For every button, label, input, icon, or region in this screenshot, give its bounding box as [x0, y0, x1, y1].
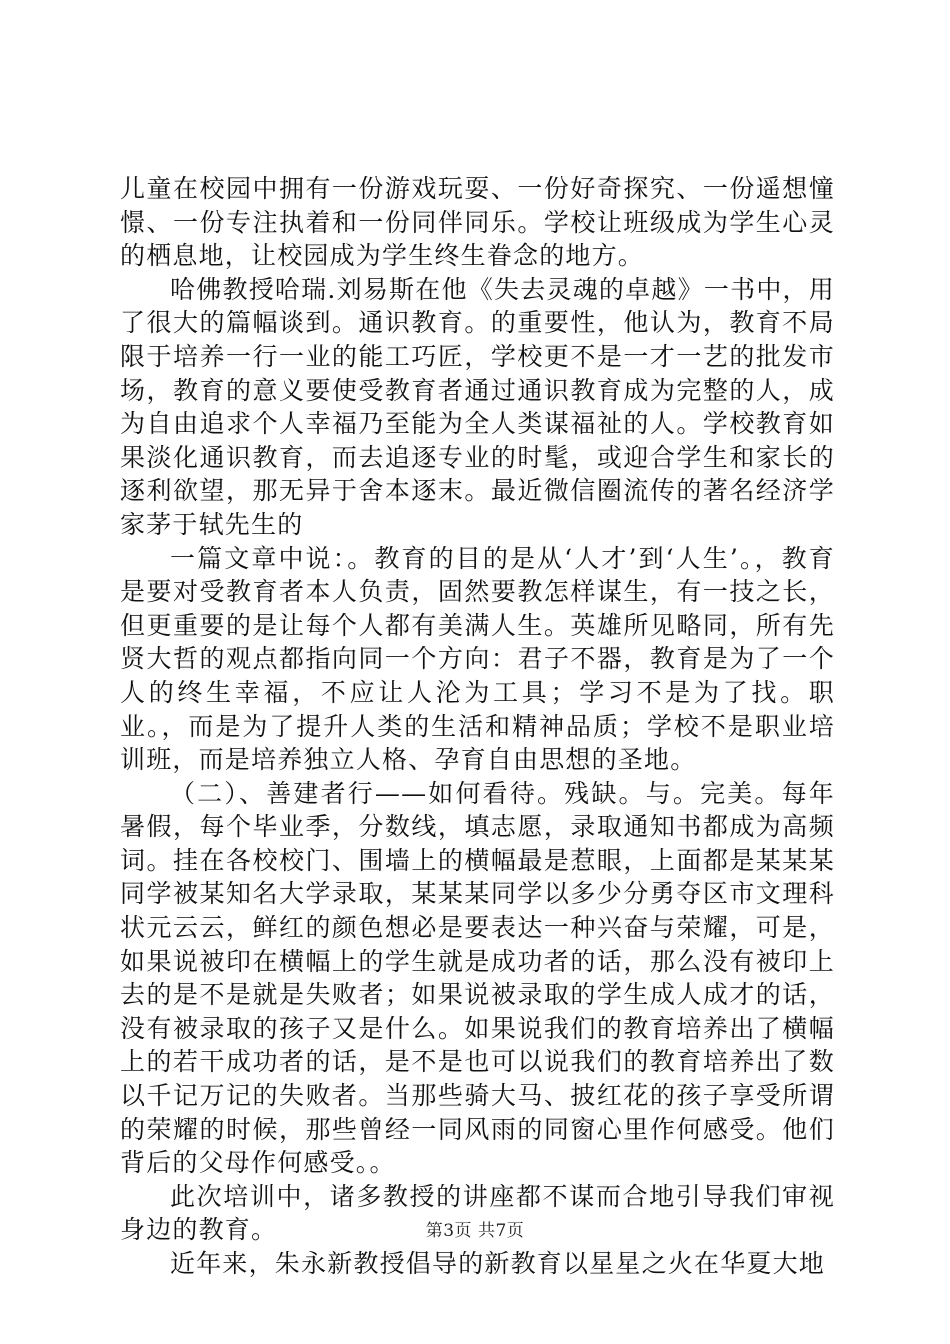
paragraph-3: 一篇文章中说：。教育的目的是从‘人才’到‘人生’。，教育是要对受教育者本人负责，固然要教怎样谋生，有一技之长，但更重要的是让每个人都有美满人生。英雄所见略同，所有先贤大哲的观点都指向同一个方向：君子不器，教育是为了一个人的终生幸福，不应让人沦为工具；学习不是为了找。职业。，而是为了提升人类的生活和精神品质；学校不是职业培训班，而是培养独立人格、孕育自由思想的圣地。 — [120, 543, 835, 775]
paragraph-6: 近年来，朱永新教授倡导的新教育以星星之火在华夏大地 — [170, 1249, 826, 1278]
paragraph-1: 儿童在校园中拥有一份游戏玩耍、一份好奇探究、一份遥想憧憬、一份专注执着和一份同伴同乐。学校让班级成为学生心灵的栖息地，让校园成为学生终生眷念的地方。 — [120, 174, 835, 271]
paragraph-4: （二）、善建者行——如何看待。残缺。与。完美。每年暑假，每个毕业季，分数线，填志愿，录取通知书都成为高频词。挂在各校校门、围墙上的横幅最是惹眼，上面都是某某某同学被某知名大学录取，某某某同学以多少分勇夺区市文理科状元云云，鲜红的颜色想必是要表达一种兴奋与荣耀，可是，如果说被印在横幅上的学生就是成功者的话，那么没有被印上去的是不是就是失败者；如果说被录取的学生成人成才的话，没有被录取的孩子又是什么。如果说我们的教育培养出了横幅上的若干成功者的话，是不是也可以说我们的教育培养出了数以千记万记的失败者。当那些骑大马、披红花的孩子享受所谓的荣耀的时候，那些曾经一同风雨的同窗心里作何感受。他们背后的父母作何感受。。 — [120, 778, 835, 1178]
page-footer: 第3页 共7页 — [425, 1221, 525, 1241]
document-body — [120, 172, 835, 1281]
paragraph-5: 此次培训中，诸多教授的讲座都不谋而合地引导我们审视身边的教育。 — [120, 1181, 835, 1245]
paragraph-2: 哈佛教授哈瑞.刘易斯在他《失去灵魂的卓越》一书中，用了很大的篇幅谈到。通识教育。的重要性，他认为，教育不局限于培养一行一业的能工巧匠，学校更不是一才一艺的批发市场，教育的意义要使受教育者通过通识教育成为完整的人，成为自由追求个人幸福乃至能为全人类谋福祉的人。学校教育如果淡化通识教育，而去追逐专业的时髦，或迎合学生和家长的逐利欲望，那无异于舍本逐末。最近微信圈流传的著名经济学家茅于轼先生的 — [120, 274, 835, 539]
